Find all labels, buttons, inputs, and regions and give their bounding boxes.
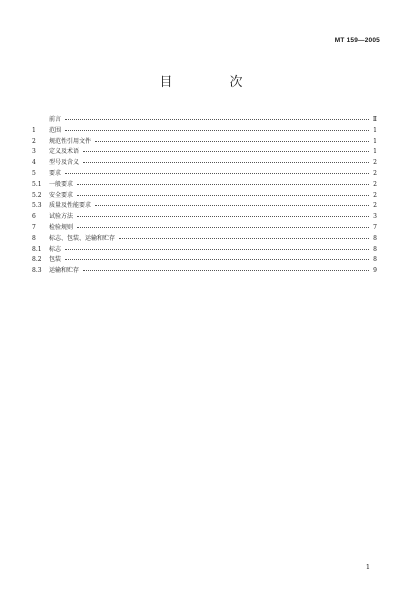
toc-entry-number: 1	[32, 126, 36, 134]
toc-leader-dots	[77, 187, 369, 196]
toc-entry-page: 2	[373, 191, 377, 199]
toc-entry-page: 8	[373, 245, 377, 253]
toc-entry-number: 4	[32, 159, 36, 167]
toc-entry-number: 6	[32, 213, 36, 221]
toc-leader-dots	[65, 251, 369, 260]
toc-entry-number: 8.2	[32, 256, 42, 264]
toc-leader-dots	[65, 165, 369, 174]
toc-entry-label: 要求	[49, 169, 62, 177]
toc-entry-page: 1	[373, 148, 377, 156]
toc-entry-page: Ⅱ	[372, 116, 377, 123]
toc-entry-number: 5.3	[32, 202, 42, 210]
toc-entry-number: 5.1	[32, 180, 42, 188]
toc-entry-number: 8.3	[32, 267, 42, 275]
toc-entry-page: 2	[373, 180, 377, 188]
standard-code: MT 159—2005	[334, 37, 380, 44]
toc-entry-label: 一般要求	[49, 180, 74, 188]
toc-entry-label: 前言	[49, 116, 62, 123]
toc-leader-dots	[77, 208, 369, 217]
toc-entry-page: 9	[373, 267, 377, 275]
toc-entry-label: 试验方法	[49, 213, 74, 221]
toc-entry-label: 质量及性能要求	[49, 202, 92, 210]
toc-entry-page: 8	[373, 256, 377, 264]
page-number: 1	[365, 563, 370, 571]
toc-leader-dots	[83, 262, 369, 271]
toc-entry-number: 7	[32, 223, 36, 231]
toc-entry-label: 标志	[49, 245, 62, 253]
toc-entry-number: 2	[32, 137, 36, 145]
toc-leader-dots	[83, 154, 369, 163]
toc-leader-dots	[65, 122, 369, 131]
toc-entry-label: 安全要求	[49, 191, 74, 199]
toc-entry-page: 1	[373, 126, 377, 134]
toc-entry-number: 3	[32, 148, 36, 156]
toc-leader-dots	[95, 197, 369, 206]
toc-entry[interactable]	[32, 263, 377, 274]
toc-entry-label: 型号及含义	[49, 159, 80, 167]
toc-entry-label: 定义及术语	[49, 148, 80, 156]
toc-entry-page: 3	[373, 213, 377, 221]
toc-leader-dots	[77, 219, 369, 228]
toc-entry-label: 运输和贮存	[49, 267, 80, 275]
toc-entry-page: 2	[373, 202, 377, 210]
toc-entry-number: 5	[32, 169, 36, 177]
toc-entry-page: 2	[373, 159, 377, 167]
toc-leader-dots	[65, 241, 369, 250]
toc-entry-number: 8.1	[32, 245, 42, 253]
toc-entry-label: 规范性引用文件	[49, 137, 92, 145]
toc-entry-number: 5.2	[32, 191, 42, 199]
toc-entry-page: 2	[373, 169, 377, 177]
toc-entry-label: 范围	[49, 126, 62, 134]
toc-entry-number: 8	[32, 234, 36, 242]
toc-entry-label: 检验规则	[49, 223, 74, 231]
toc-entry-page: 8	[373, 234, 377, 242]
toc-entry-label: 包装	[49, 256, 62, 264]
toc-entry-page: 1	[373, 137, 377, 145]
toc-leader-dots	[119, 230, 369, 239]
page-title: 目 次	[159, 75, 265, 90]
toc-leader-dots	[77, 176, 369, 185]
toc-leader-dots	[83, 143, 369, 152]
toc-entry-label: 标志、包装、运输和贮存	[49, 234, 116, 242]
toc-leader-dots	[65, 111, 369, 120]
toc-entry-page: 7	[373, 223, 377, 231]
toc-leader-dots	[95, 133, 369, 142]
table-of-contents	[32, 112, 377, 274]
